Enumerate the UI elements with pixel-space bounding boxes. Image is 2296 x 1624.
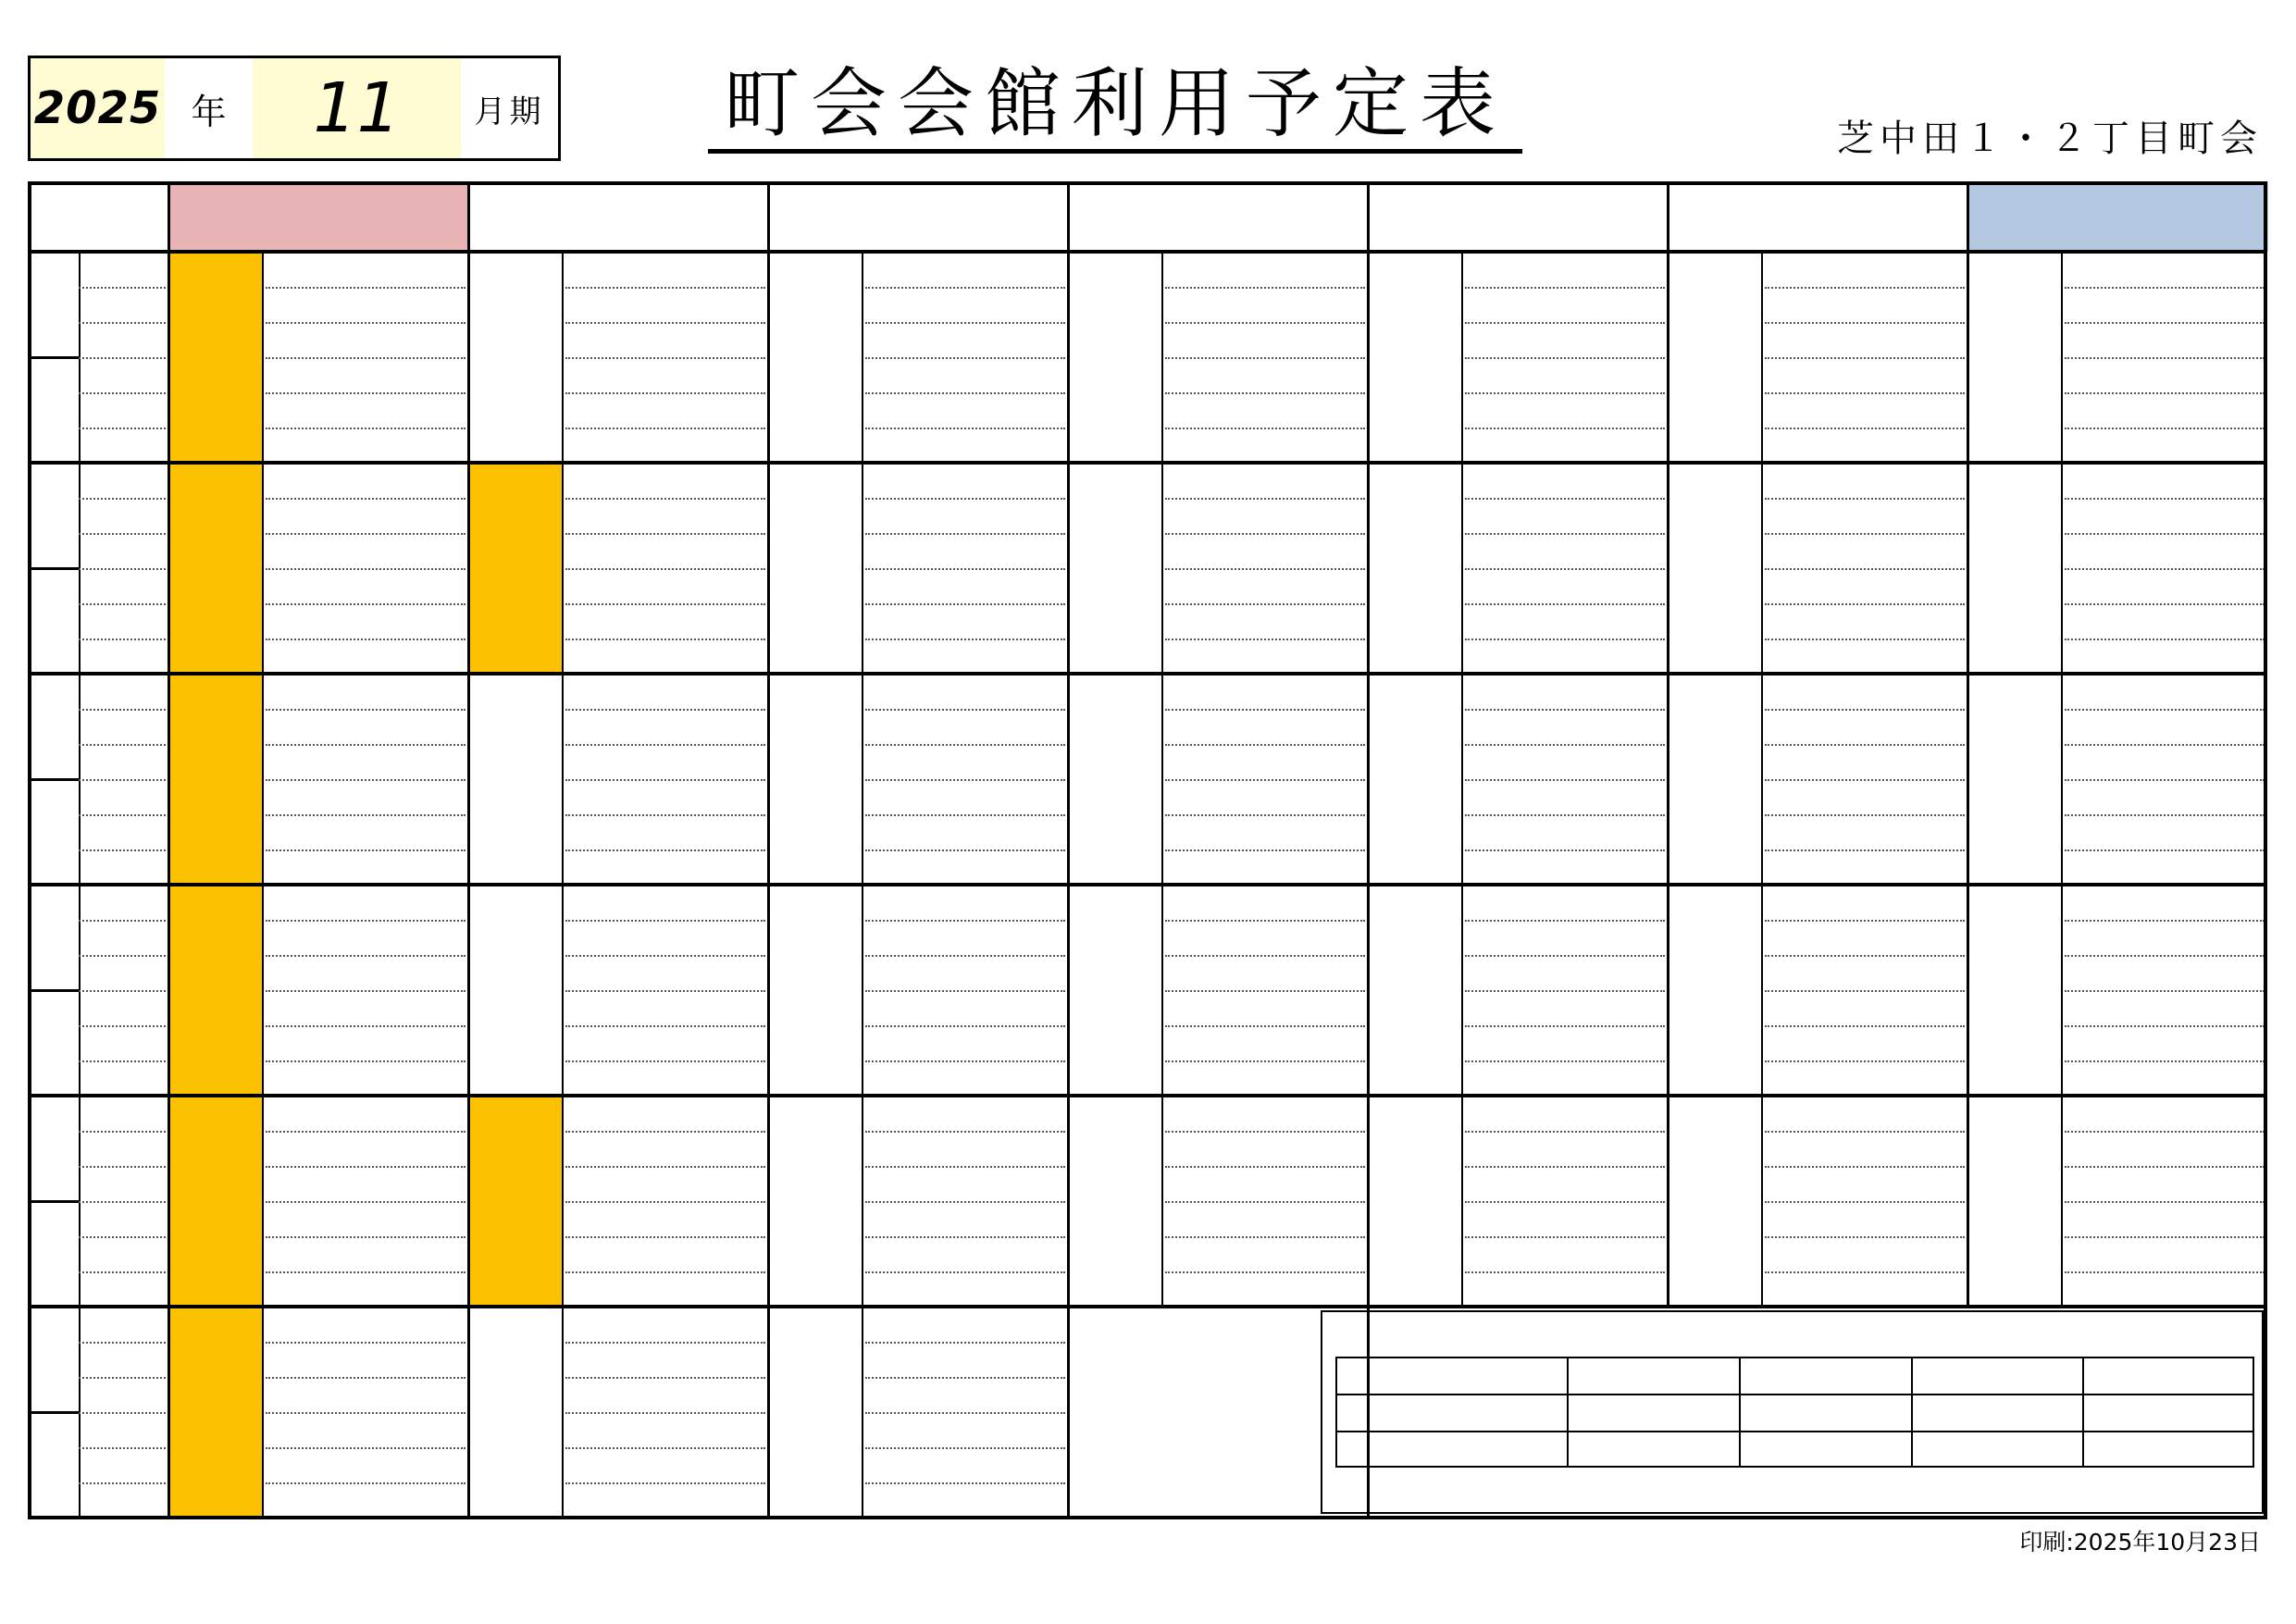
page-title: 町会会館利用予定表 xyxy=(708,60,1522,154)
side-separator xyxy=(168,181,170,1519)
calendar-border xyxy=(28,181,2267,1519)
header-separator xyxy=(28,250,2267,254)
month-unit: 月期 xyxy=(474,93,545,130)
organization-name: 芝中田１・２丁目町会 xyxy=(1837,118,2263,160)
day-separator xyxy=(767,181,770,1519)
day-separator xyxy=(1967,181,1969,1307)
year-month-box xyxy=(28,56,561,161)
year-value: 2025 xyxy=(31,58,165,158)
day-separator xyxy=(1667,181,1669,1307)
week-separator xyxy=(28,672,2267,676)
week-separator xyxy=(28,1305,2267,1308)
day-separator xyxy=(467,181,470,1519)
month-value: 11 xyxy=(253,58,461,158)
print-date: 印刷:2025年10月23日 xyxy=(2019,1529,2261,1556)
day-separator xyxy=(1067,181,1070,1519)
week-separator xyxy=(28,1094,2267,1097)
week-separator xyxy=(28,461,2267,465)
day-separator xyxy=(1367,181,1370,1519)
calendar-grid xyxy=(28,181,2267,1519)
week-separator xyxy=(28,883,2267,886)
year-unit: 年 xyxy=(191,91,227,132)
